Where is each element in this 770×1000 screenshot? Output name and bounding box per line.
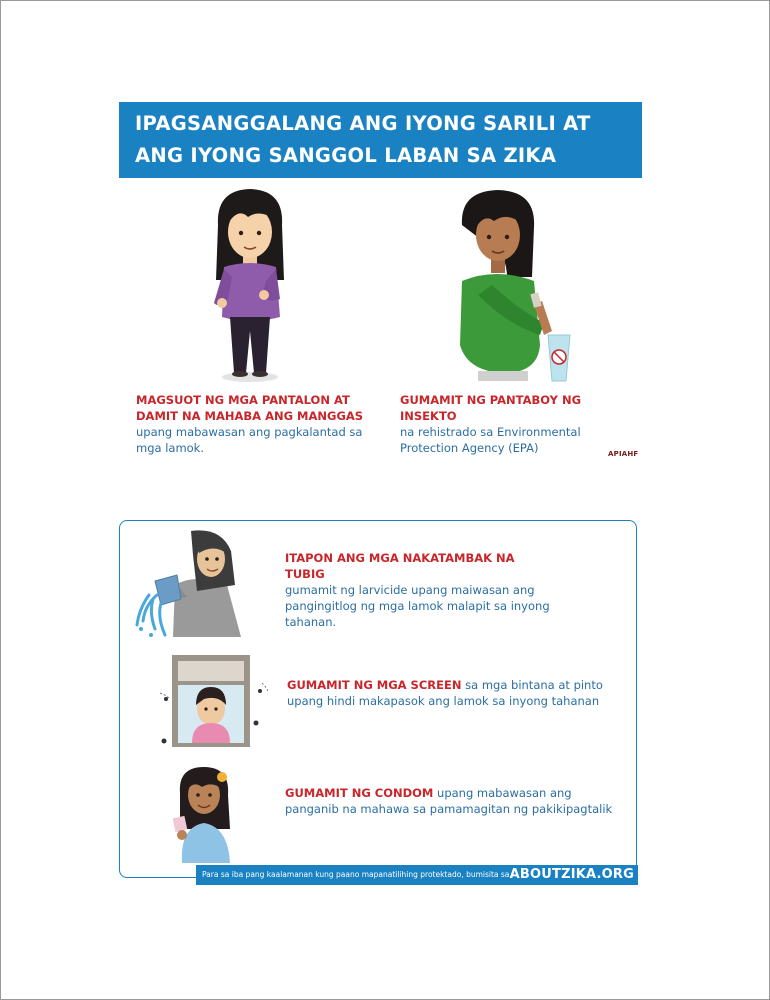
tip-long-clothes-text: upang mabawasan ang pagkalantad sa mga lamok. <box>136 425 363 455</box>
footer-bar <box>196 865 638 885</box>
tip-repellent-highlight: GUMAMIT NG PANTABOY NG INSEKTO <box>400 393 582 423</box>
tip-dump-water-highlight: ITAPON ANG MGA NAKATAMBAK NA TUBIG <box>285 551 515 581</box>
footer-url-link[interactable]: ABOUTZIKA.ORG <box>509 867 634 882</box>
tip-dump-water <box>285 550 555 630</box>
tip-screens <box>287 677 607 709</box>
title-line-2: ANG IYONG SANGGOL LABAN SA ZIKA <box>135 144 557 167</box>
tip-repellent <box>400 392 640 456</box>
footer-text: Para sa iba pang kaalamanan kung paano mapanatilihing protektado, bumisita sa <box>202 870 510 879</box>
long-sleeves-woman-illustration <box>200 185 300 385</box>
tip-repellent-text: na rehistrado sa Environmental Protection Agency (EPA) <box>400 425 581 455</box>
tip-screens-text: sa mga bintana at pinto upang hindi makapasok ang lamok sa inyong tahanan <box>287 678 603 708</box>
tip-condom-highlight: GUMAMIT NG CONDOM <box>285 786 434 800</box>
condom-woman-illustration <box>168 765 238 863</box>
tip-long-clothes <box>136 392 381 456</box>
tip-dump-water-text: gumamit ng larvicide upang maiwasan ang pangingitlog ng mga lamok malapit sa inyong tahanan. <box>285 583 550 629</box>
tip-condom <box>285 785 615 817</box>
tip-long-clothes-highlight-1: MAGSUOT NG MGA PANTALON AT <box>136 393 350 407</box>
repellent-woman-illustration <box>448 185 578 385</box>
tip-condom-text: upang mabawasan ang panganib na mahawa sa pamamagitan ng pakikipagtalik <box>285 786 613 816</box>
apiahf-logo: APIAHF <box>608 450 639 458</box>
tip-long-clothes-highlight-2: DAMIT NA MAHABA ANG MANGGAS <box>136 409 364 423</box>
window-screen-illustration <box>158 653 274 753</box>
tip-screens-highlight: GUMAMIT NG MGA SCREEN <box>287 678 462 692</box>
title-banner <box>119 102 642 178</box>
title-line-1: IPAGSANGGALANG ANG IYONG SARILI AT <box>135 112 591 135</box>
dump-water-illustration <box>135 525 247 643</box>
